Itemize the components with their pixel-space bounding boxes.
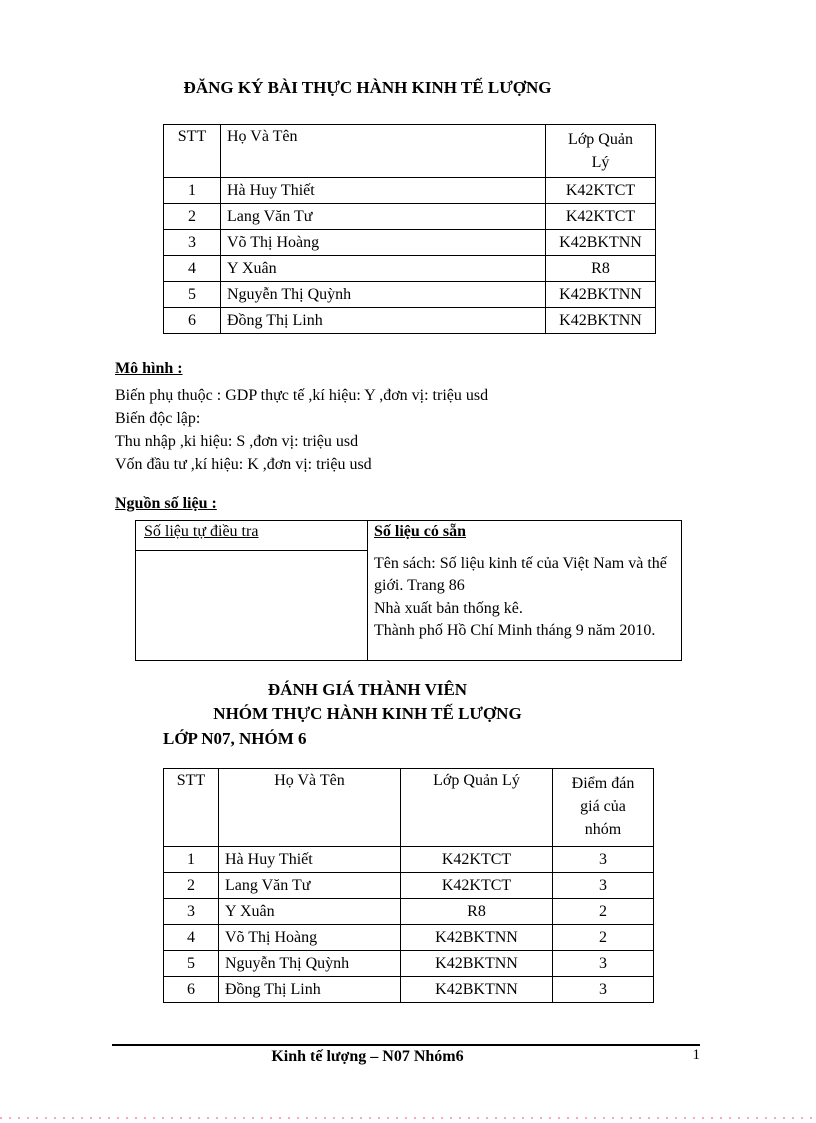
footer-divider	[112, 1044, 700, 1046]
header-name: Họ Và Tên	[219, 769, 401, 847]
source-line: Thành phố Hồ Chí Minh tháng 9 năm 2010.	[374, 622, 656, 639]
table-header-row	[136, 521, 682, 551]
cell-stt: 5	[164, 282, 221, 308]
table-row	[136, 551, 682, 661]
model-line: Biến độc lập:	[115, 410, 201, 427]
source-line: Tên sách: Số liệu kinh tế của Việt Nam và thế giới. Trang 86	[374, 554, 667, 594]
cell-stt: 1	[164, 847, 219, 873]
header-stt: STT	[164, 769, 219, 847]
table-row	[164, 847, 654, 873]
cell-name: Hà Huy Thiết	[221, 178, 546, 204]
data-source-table	[135, 520, 682, 661]
footer-title: Kinh tế lượng – N07 Nhóm6	[271, 1048, 464, 1065]
registration-table	[163, 124, 656, 334]
header-self-collected: Số liệu tự điều tra	[136, 521, 368, 551]
table-row	[164, 873, 654, 899]
cell-name: Nguyễn Thị Quỳnh	[219, 951, 401, 977]
evaluation-heading-line1: ĐÁNH GIÁ THÀNH VIÊN	[267, 680, 468, 699]
header-class: Lớp Quản Lý	[401, 769, 553, 847]
cell-name: Đồng Thị Linh	[221, 308, 546, 334]
header-class	[546, 125, 656, 178]
cell-class: K42BKTNN	[546, 308, 656, 334]
cell-stt: 1	[164, 178, 221, 204]
model-section-heading: Mô hình :	[115, 360, 183, 377]
cell-stt: 3	[164, 230, 221, 256]
cell-class: K42BKTNN	[401, 977, 553, 1003]
data-source-heading: Nguồn số liệu :	[115, 495, 217, 512]
table-row	[164, 204, 656, 230]
cell-name: Y Xuân	[221, 256, 546, 282]
cell-name: Nguyễn Thị Quỳnh	[221, 282, 546, 308]
evaluation-heading-line2: NHÓM THỰC HÀNH KINH TẾ LƯỢNG	[213, 704, 522, 723]
document-title: ĐĂNG KÝ BÀI THỰC HÀNH KINH TẾ LƯỢNG	[183, 78, 552, 97]
cell-class: K42KTCT	[401, 847, 553, 873]
header-class-label: Lớp Quản Lý	[568, 131, 633, 171]
cell-score: 2	[553, 899, 654, 925]
cell-score: 3	[553, 847, 654, 873]
table-row	[164, 308, 656, 334]
cell-class: K42BKTNN	[401, 951, 553, 977]
cell-stt: 5	[164, 951, 219, 977]
header-score-label: Điểm đán giá của nhóm	[571, 775, 635, 838]
table-row	[164, 899, 654, 925]
cell-class: R8	[401, 899, 553, 925]
model-line: Biến phụ thuộc : GDP thực tế ,kí hiệu: Y ,đơn vị: triệu usd	[115, 387, 489, 404]
cell-name: Lang Văn Tư	[219, 873, 401, 899]
cell-self-collected	[136, 551, 368, 661]
table-row	[164, 977, 654, 1003]
table-row	[164, 951, 654, 977]
table-row	[164, 925, 654, 951]
cell-name: Đồng Thị Linh	[219, 977, 401, 1003]
cell-class: K42BKTNN	[546, 230, 656, 256]
page-break-dotted-line	[0, 1117, 816, 1119]
evaluation-heading-line3: LỚP N07, NHÓM 6	[163, 729, 307, 748]
header-available-data: Số liệu có sẵn	[368, 521, 682, 551]
model-section-body	[115, 384, 675, 476]
cell-stt: 6	[164, 308, 221, 334]
model-line: Vốn đầu tư ,kí hiệu: K ,đơn vị: triệu usd	[115, 456, 372, 473]
table-row	[164, 282, 656, 308]
header-name: Họ Và Tên	[221, 125, 546, 178]
cell-class: K42BKTNN	[401, 925, 553, 951]
cell-class: K42KTCT	[546, 178, 656, 204]
cell-score: 3	[553, 951, 654, 977]
evaluation-table	[163, 768, 654, 1003]
table-row	[164, 178, 656, 204]
cell-class: K42KTCT	[546, 204, 656, 230]
cell-stt: 6	[164, 977, 219, 1003]
cell-name: Võ Thị Hoàng	[219, 925, 401, 951]
cell-name: Hà Huy Thiết	[219, 847, 401, 873]
cell-stt: 2	[164, 873, 219, 899]
cell-score: 3	[553, 873, 654, 899]
cell-name: Võ Thị Hoàng	[221, 230, 546, 256]
header-stt: STT	[164, 125, 221, 178]
table-row	[164, 256, 656, 282]
cell-score: 3	[553, 977, 654, 1003]
table-row	[164, 230, 656, 256]
cell-name: Lang Văn Tư	[221, 204, 546, 230]
cell-stt: 2	[164, 204, 221, 230]
cell-class: K42BKTNN	[546, 282, 656, 308]
cell-stt: 4	[164, 256, 221, 282]
model-line: Thu nhập ,ki hiệu: S ,đơn vị: triệu usd	[115, 433, 359, 450]
cell-score: 2	[553, 925, 654, 951]
table-header-row	[164, 125, 656, 178]
cell-available-data	[368, 551, 682, 661]
source-line: Nhà xuất bản thống kê.	[374, 599, 523, 617]
cell-class: R8	[546, 256, 656, 282]
page-number: 1	[692, 1047, 700, 1063]
cell-name: Y Xuân	[219, 899, 401, 925]
header-score	[553, 769, 654, 847]
cell-class: K42KTCT	[401, 873, 553, 899]
cell-stt: 3	[164, 899, 219, 925]
cell-stt: 4	[164, 925, 219, 951]
table-header-row	[164, 769, 654, 847]
